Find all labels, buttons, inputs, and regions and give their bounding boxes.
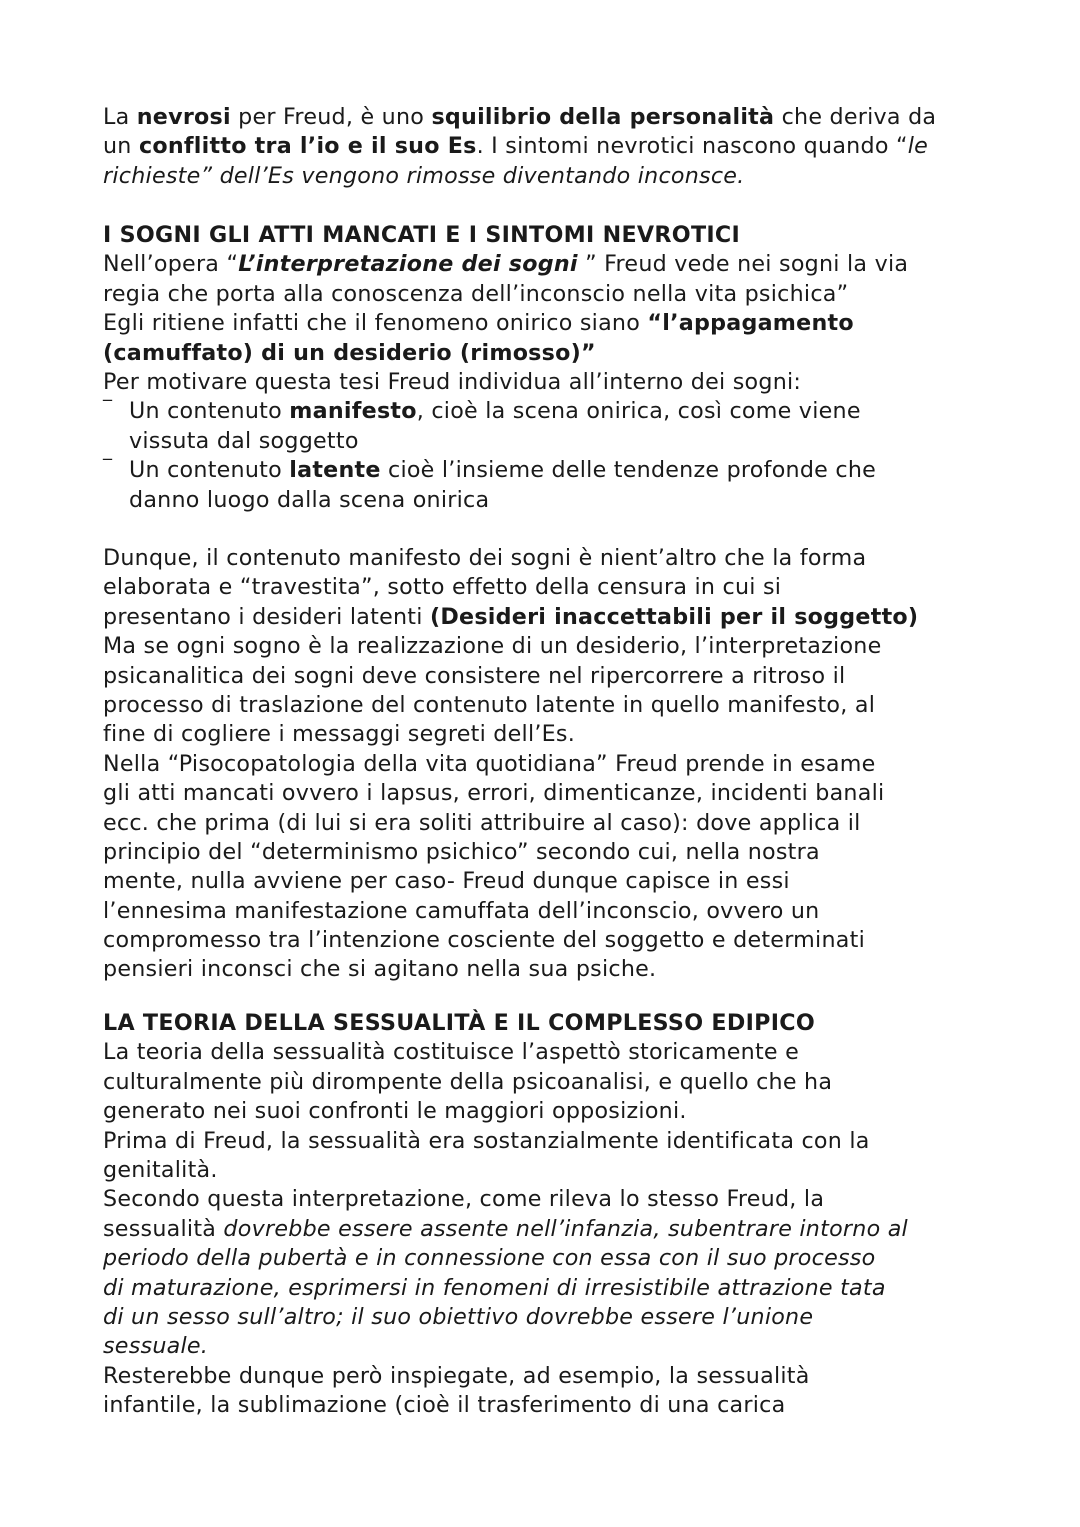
text-line: di un sesso sull’altro; il suo obiettivo dovrebbe essere l’unione: [103, 1303, 814, 1330]
text-line: principio del “determinismo psichico” secondo cui, nella nostra: [103, 838, 820, 865]
text-line: Nella “Pisocopatologia della vita quotidiana” Freud prende in esame: [103, 750, 876, 777]
text-line: di maturazione, esprimersi in fenomeni di irresistibile attrazione tata: [103, 1274, 886, 1301]
text-line: (camuffato) di un desiderio (rimosso)”: [103, 339, 596, 366]
text-line: regia che porta alla conoscenza dell’inconscio nella vita psichica”: [103, 280, 849, 307]
text-line: mente, nulla avviene per caso- Freud dunque capisce in essi: [103, 868, 790, 895]
text-line: Prima di Freud, la sessualità era sostanzialmente identificata con la: [103, 1127, 870, 1154]
text-line: La teoria della sessualità costituisce l’aspettò storicamente e: [103, 1039, 800, 1066]
list-item-continuation: danno luogo dalla scena onirica: [129, 486, 490, 513]
text-line: processo di traslazione del contenuto latente in quello manifesto, al: [103, 691, 876, 718]
text-line: Per motivare questa tesi Freud individua all’interno dei sogni:: [103, 368, 802, 395]
text-line: genitalità.: [103, 1156, 218, 1183]
text-line: infantile, la sublimazione (cioè il trasferimento di una carica: [103, 1392, 786, 1419]
text-line: culturalmente più dirompente della psicoanalisi, e quello che ha: [103, 1068, 833, 1095]
text-line: compromesso tra l’intenzione cosciente del soggetto e determinati: [103, 927, 865, 954]
text-line: richieste” dell’Es vengono rimosse diventando inconsce.: [103, 162, 745, 189]
text-line: pensieri inconsci che si agitano nella sua psiche.: [103, 956, 657, 983]
intro-paragraph: [103, 103, 983, 191]
text-line: sessuale.: [103, 1333, 209, 1360]
dreams-paragraph: [103, 544, 983, 985]
text-line: gli atti mancati ovvero i lapsus, errori, dimenticanze, incidenti banali: [103, 780, 885, 807]
section-dreams: [103, 221, 983, 515]
text-line: Resterebbe dunque però inspiegate, ad esempio, la sessualità: [103, 1362, 810, 1389]
dash-bullet: ‾: [103, 456, 113, 478]
section-heading: I SOGNI GLI ATTI MANCATI E I SINTOMI NEVROTICI: [103, 222, 741, 248]
text-line: psicanalitica dei sogni deve consistere nel ripercorrere a ritroso il: [103, 662, 846, 689]
bullet-list: [103, 397, 983, 515]
text-line: fine di cogliere i messaggi segreti dell’Es.: [103, 721, 576, 748]
text-line: sessualità dovrebbe essere assente nell’infanzia, subentrare intorno al: [103, 1215, 908, 1242]
dash-bullet: ‾: [103, 397, 113, 419]
text-line: La nevrosi per Freud, è uno squilibrio della personalità che deriva da: [103, 104, 937, 130]
text-line: Egli ritiene infatti che il fenomeno onirico siano “l’appagamento: [103, 310, 854, 337]
text-line: generato nei suoi confronti le maggiori opposizioni.: [103, 1098, 687, 1125]
text-line: l’ennesima manifestazione camuffata dell’inconscio, ovvero un: [103, 897, 820, 924]
text-line: periodo della pubertà e in connessione con essa con il suo processo: [103, 1245, 876, 1272]
text-line: elaborata e “travestita”, sotto effetto della censura in cui si: [103, 574, 782, 601]
list-item: ‾ Un contenuto manifesto, cioè la scena onirica, così come viene: [103, 397, 983, 426]
section-sexuality: [103, 1009, 983, 1420]
text-line: Nell’opera “L’interpretazione dei sogni ” Freud vede nei sogni la via: [103, 251, 909, 278]
text-line: Dunque, il contenuto manifesto dei sogni è nient’altro che la forma: [103, 545, 867, 571]
list-item: ‾ Un contenuto latente cioè l’insieme delle tendenze profonde che: [103, 456, 983, 485]
text-line: presentano i desideri latenti (Desideri inaccettabili per il soggetto): [103, 603, 919, 630]
text-line: Ma se ogni sogno è la realizzazione di un desiderio, l’interpretazione: [103, 633, 882, 660]
text-line: un conflitto tra l’io e il suo Es. I sintomi nevrotici nascono quando “le: [103, 133, 929, 160]
text-line: Secondo questa interpretazione, come rileva lo stesso Freud, la: [103, 1186, 825, 1213]
section-heading: LA TEORIA DELLA SESSUALITÀ E IL COMPLESSO EDIPICO: [103, 1010, 815, 1036]
list-item-continuation: vissuta dal soggetto: [129, 427, 359, 454]
text-line: ecc. che prima (di lui si era soliti attribuire al caso): dove applica il: [103, 809, 861, 836]
